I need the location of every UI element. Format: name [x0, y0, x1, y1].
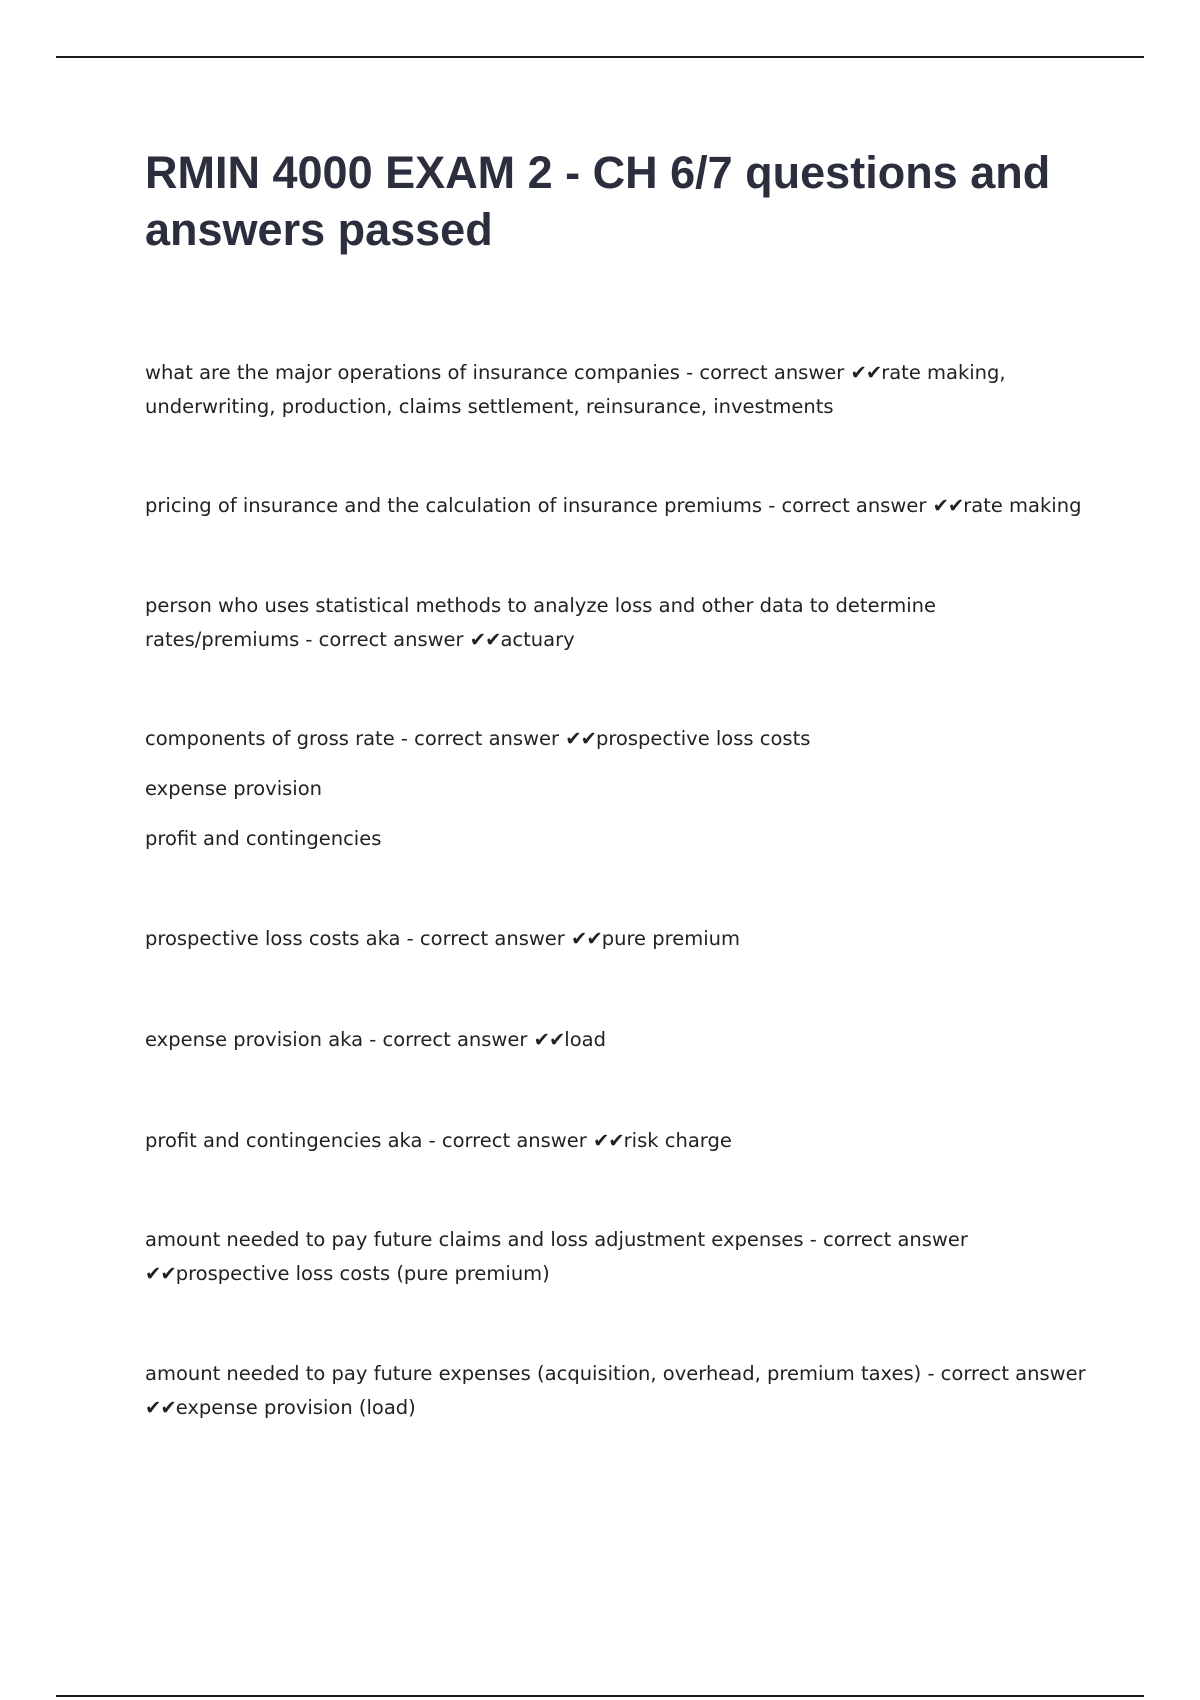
answer-text: prospective loss costs: [595, 727, 811, 750]
qa-entry: [145, 1124, 1095, 1158]
double-check-icon: ✔✔: [145, 1262, 176, 1285]
double-check-icon: ✔✔: [850, 361, 882, 384]
answer-text: risk charge: [623, 1129, 732, 1152]
question-text: expense provision aka - correct answer: [145, 1028, 528, 1051]
question-text: pricing of insurance and the calculation of insurance premiums - correct answer: [145, 494, 927, 517]
document-title: RMIN 4000 EXAM 2 - CH 6/7 questions and answers passed: [145, 147, 1051, 255]
question-text: what are the major operations of insurance companies - correct answer: [145, 361, 845, 384]
top-divider: [56, 56, 1144, 58]
answer-line: profit and contingencies: [145, 827, 382, 850]
double-check-icon: ✔✔: [932, 494, 964, 517]
double-check-icon: ✔✔: [571, 927, 602, 950]
question-text: amount needed to pay future claims and loss adjustment expenses - correct answer: [145, 1228, 968, 1251]
qa-entry: [145, 356, 1095, 424]
question-text: prospective loss costs aka - correct answer: [145, 927, 565, 950]
qa-entry: [145, 1223, 995, 1291]
answer-text: load: [564, 1028, 606, 1051]
qa-entry: [145, 489, 1145, 523]
double-check-icon: ✔✔: [533, 1028, 565, 1051]
answer-text: rate making, underwriting, production, claims settlement, reinsurance, investments: [145, 361, 1006, 418]
double-check-icon: ✔✔: [592, 1129, 624, 1152]
double-check-icon: ✔✔: [469, 628, 501, 651]
question-text: profit and contingencies aka - correct answer: [145, 1129, 587, 1152]
qa-entry: [145, 922, 1095, 956]
bottom-divider: [56, 1695, 1144, 1697]
qa-entry: [145, 589, 975, 657]
double-check-icon: ✔✔: [565, 727, 596, 750]
answer-text: actuary: [500, 628, 575, 651]
qa-entry: [145, 1357, 1145, 1425]
double-check-icon: ✔✔: [145, 1396, 176, 1419]
question-text: amount needed to pay future expenses (acquisition, overhead, premium taxes) - correct answer: [145, 1362, 1086, 1385]
answer-text: prospective loss costs (pure premium): [175, 1262, 550, 1285]
answer-text: pure premium: [601, 927, 740, 950]
answer-text: rate making: [963, 494, 1082, 517]
answer-text: expense provision (load): [175, 1396, 416, 1419]
answer-line: expense provision: [145, 777, 323, 800]
qa-entry: [145, 722, 1095, 856]
question-text: person who uses statistical methods to analyze loss and other data to determine rates/premiums - correct answer: [145, 594, 937, 651]
qa-entry: [145, 1023, 1095, 1057]
question-text: components of gross rate - correct answer: [145, 727, 560, 750]
